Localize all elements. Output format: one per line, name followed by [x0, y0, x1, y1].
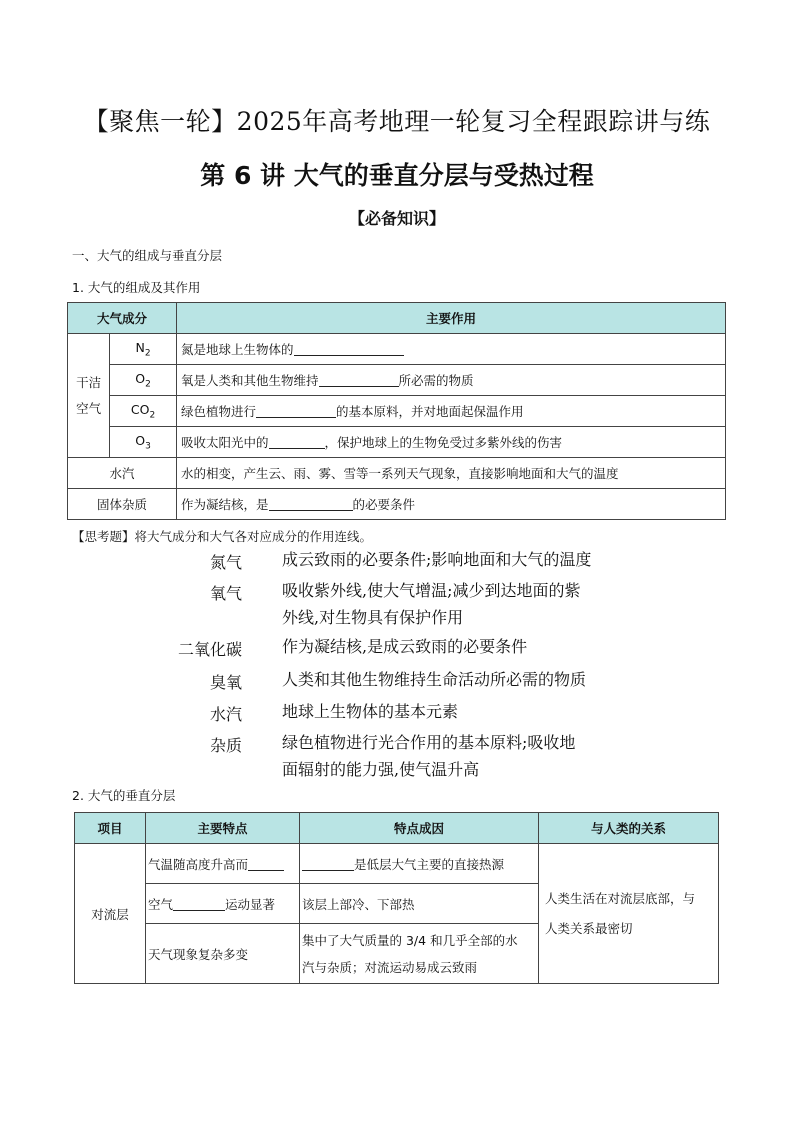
fill-blank[interactable]: [302, 857, 354, 871]
component-o2: $O_2$: [110, 365, 177, 396]
match-right-1[interactable]: 成云致雨的必要条件;影响地面和大气的温度: [282, 550, 592, 569]
cause-3-line-1: 集中了大气质量的 3/4 和几乎全部的水: [302, 932, 518, 948]
match-left-5[interactable]: 水汽: [209, 705, 242, 724]
match-right-3[interactable]: 作为凝结核,是成云致雨的必要条件: [282, 637, 528, 656]
document-title: 【聚焦一轮】2025年高考地理一轮复习全程跟踪讲与练: [83, 107, 711, 136]
layers-table: [74, 812, 719, 984]
fill-blank[interactable]: [269, 497, 353, 511]
col-header-component: 大气成分: [68, 303, 177, 334]
function-o3: 吸收太阳光中的 ，保护地球上的生物免受过多紫外线的伤害: [177, 427, 726, 458]
function-dust: 作为凝结核，是 的必要条件: [177, 489, 726, 520]
cause-1: 是低层大气主要的直接热源: [300, 844, 539, 884]
fill-blank[interactable]: [294, 342, 404, 356]
component-o3: $O_3$: [110, 427, 177, 458]
match-left-2[interactable]: 氧气: [209, 584, 242, 603]
component-co2: $CO_2$: [110, 396, 177, 427]
function-co2: 绿色植物进行 的基本原料，并对地面起保温作用: [177, 396, 726, 427]
function-vapor: 水的相变，产生云、雨、雾、雪等一系列天气现象，直接影响地面和大气的温度: [177, 458, 726, 489]
col-header-function: 主要作用: [177, 303, 726, 334]
col-header-item: 项目: [75, 813, 146, 844]
fill-blank[interactable]: [256, 404, 336, 418]
match-right-5[interactable]: 地球上生物体的基本元素: [282, 702, 459, 721]
fill-blank[interactable]: [248, 857, 284, 871]
function-n2: 氮是地球上生物体的: [177, 334, 726, 365]
dry-air-label-b: 空气: [76, 400, 102, 416]
cause-2: 该层上部冷、下部热: [300, 884, 539, 924]
col-header-cause: 特点成因: [300, 813, 539, 844]
match-left-4[interactable]: 臭氧: [209, 673, 242, 692]
relation-line-1: 人类生活在对流层底部，与: [545, 890, 696, 906]
dry-air-cell: [68, 334, 110, 458]
fill-blank[interactable]: [269, 435, 325, 449]
cause-3-line-2: 汽与杂质；对流运动易成云致雨: [302, 959, 478, 975]
cause-3: [300, 924, 539, 984]
feature-1: 气温随高度升高而: [146, 844, 300, 884]
match-left-6[interactable]: 杂质: [209, 736, 242, 755]
section-label: 【必备知识】: [348, 209, 445, 228]
composition-table: [67, 302, 726, 520]
subsection-heading-2: 2. 大气的垂直分层: [72, 788, 176, 803]
col-header-relation: 与人类的关系: [539, 813, 719, 844]
match-right-6b: 面辐射的能力强,使气温升高: [282, 760, 480, 779]
function-o2: 氧是人类和其他生物维持 所必需的物质: [177, 365, 726, 396]
component-dust: 固体杂质: [68, 489, 177, 520]
dry-air-label-a: 干洁: [76, 374, 102, 390]
component-n2: $N_2$: [110, 334, 177, 365]
feature-2: 空气 运动显著: [146, 884, 300, 924]
match-right-2a[interactable]: 吸收紫外线,使大气增温;减少到达地面的紫: [282, 581, 581, 600]
match-right-6a[interactable]: 绿色植物进行光合作用的基本原料;吸收地: [282, 733, 576, 752]
match-right-4[interactable]: 人类和其他生物维持生命活动所必需的物质: [282, 670, 587, 689]
feature-3: 天气现象复杂多变: [146, 924, 300, 984]
component-vapor: 水汽: [68, 458, 177, 489]
layer-troposphere: 对流层: [75, 844, 146, 984]
section-heading: 一、大气的组成与垂直分层: [72, 248, 223, 263]
match-left-3[interactable]: 二氧化碳: [177, 640, 242, 659]
relation-line-2: 人类关系最密切: [545, 920, 633, 936]
thinking-question: 【思考题】将大气成分和大气各对应成分的作用连线。: [72, 529, 373, 544]
fill-blank[interactable]: [173, 897, 225, 911]
match-right-2b: 外线,对生物具有保护作用: [282, 608, 464, 627]
col-header-feature: 主要特点: [146, 813, 300, 844]
fill-blank[interactable]: [319, 373, 399, 387]
match-left-1[interactable]: 氮气: [209, 553, 242, 572]
lesson-title: 第 6 讲 大气的垂直分层与受热过程: [200, 161, 594, 190]
subsection-heading-1: 1. 大气的组成及其作用: [72, 280, 201, 295]
relation-cell: [539, 844, 719, 984]
